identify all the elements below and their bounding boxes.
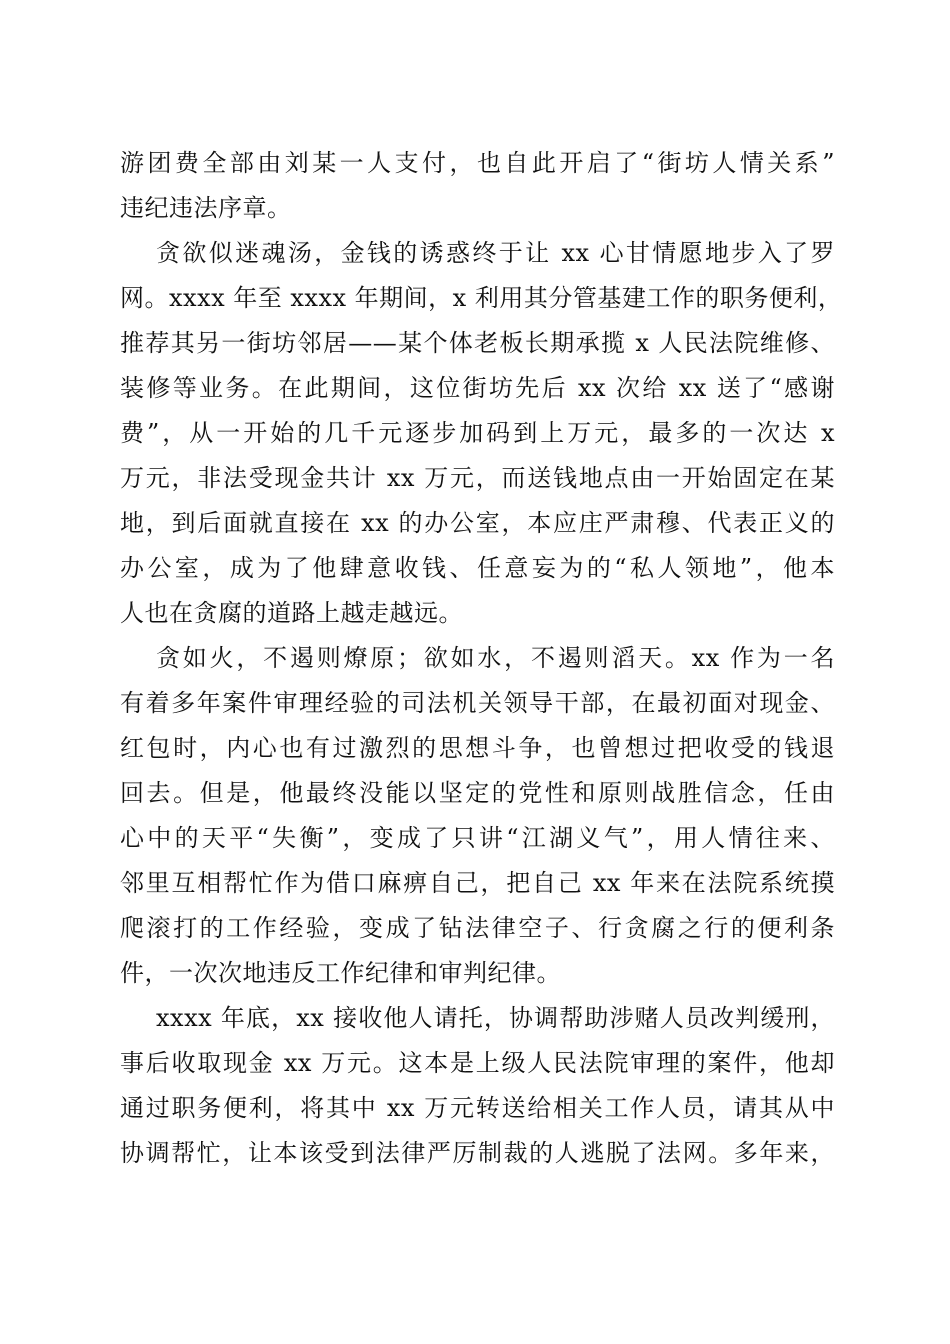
text-line: 游团费全部由刘某一人支付，也自此开启了“街坊人情关系” bbox=[120, 149, 835, 177]
text-line: 回去。但是，他最终没能以坚定的党性和原则战胜信念，任由 bbox=[120, 779, 835, 807]
paragraph-start-line: 贪欲似迷魂汤，金钱的诱惑终于让 xx 心甘情愿地步入了罗 bbox=[156, 239, 835, 267]
text-line: 通过职务便利，将其中 xx 万元转送给相关工作人员，请其从中 bbox=[120, 1094, 835, 1122]
text-line: 协调帮忙，让本该受到法律严厉制裁的人逃脱了法网。多年来， bbox=[120, 1139, 835, 1167]
text-line: 心中的天平“失衡”，变成了只讲“江湖义气”，用人情往来、 bbox=[120, 824, 835, 852]
text-line: 件，一次次地违反工作纪律和审判纪律。 bbox=[120, 959, 561, 987]
text-line: 事后收取现金 xx 万元。这本是上级人民法院审理的案件，他却 bbox=[120, 1049, 835, 1077]
paragraph-start-line: 贪如火，不遏则燎原；欲如水，不遏则滔天。xx 作为一名 bbox=[156, 644, 835, 672]
text-line: 万元，非法受现金共计 xx 万元，而送钱地点由一开始固定在某 bbox=[120, 464, 835, 492]
text-line: 邻里互相帮忙作为借口麻痹自己，把自己 xx 年来在法院系统摸 bbox=[120, 869, 835, 897]
text-line: 网。xxxx 年至 xxxx 年期间，x 利用其分管基建工作的职务便利， bbox=[120, 284, 843, 312]
paragraph-start-line: xxxx 年底，xx 接收他人请托，协调帮助涉赌人员改判缓刑， bbox=[156, 1004, 835, 1032]
text-line: 办公室，成为了他肆意收钱、任意妄为的“私人领地”，他本 bbox=[120, 554, 835, 582]
text-line: 地，到后面就直接在 xx 的办公室，本应庄严肃穆、代表正义的 bbox=[120, 509, 835, 537]
text-line: 装修等业务。在此期间，这位街坊先后 xx 次给 xx 送了“感谢 bbox=[120, 374, 835, 402]
text-line: 红包时，内心也有过激烈的思想斗争，也曾想过把收受的钱退 bbox=[120, 734, 835, 762]
text-line: 爬滚打的工作经验，变成了钻法律空子、行贪腐之行的便利条 bbox=[120, 914, 835, 942]
text-line: 费”，从一开始的几千元逐步加码到上万元，最多的一次达 x bbox=[120, 419, 835, 447]
text-line: 推荐其另一街坊邻居——某个体老板长期承揽 x 人民法院维修、 bbox=[120, 329, 835, 357]
text-line: 有着多年案件审理经验的司法机关领导干部，在最初面对现金、 bbox=[120, 689, 835, 717]
text-line: 违纪违法序章。 bbox=[120, 194, 292, 222]
text-line: 人也在贪腐的道路上越走越远。 bbox=[120, 599, 463, 627]
